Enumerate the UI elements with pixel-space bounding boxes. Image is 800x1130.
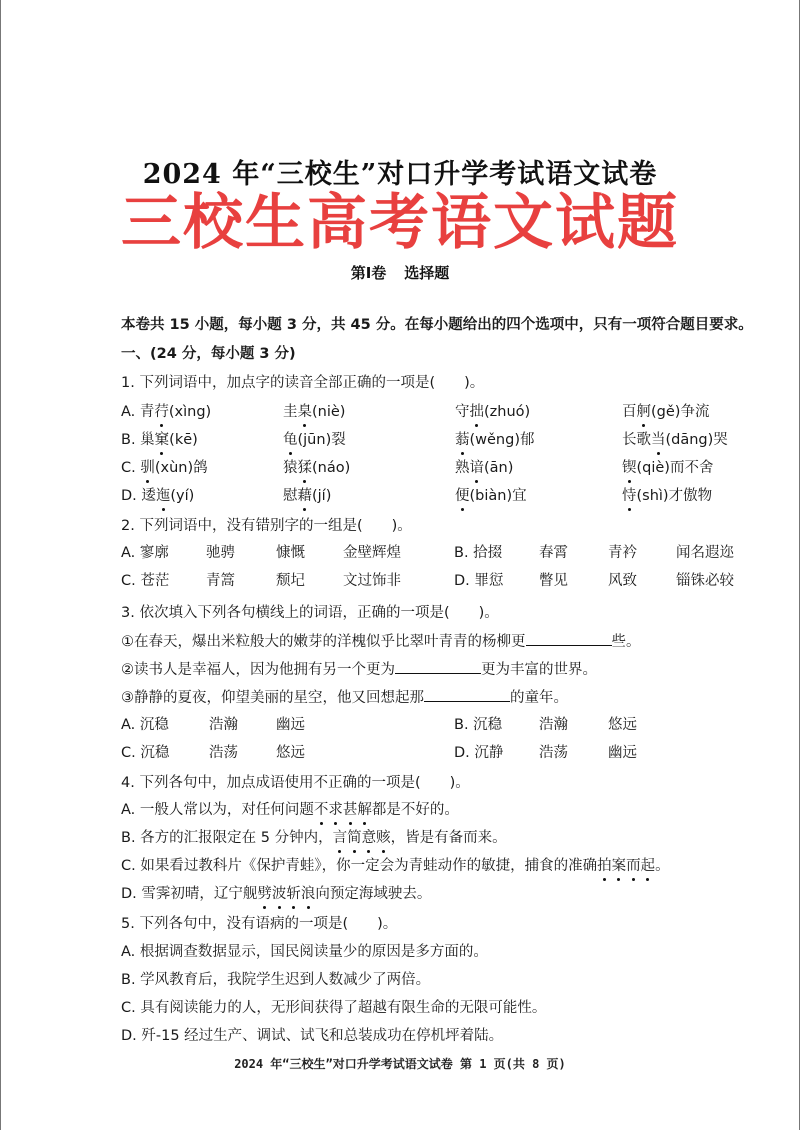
instructions: 本卷共 15 小题，每小题 3 分，共 45 分。在每小题给出的四个选项中，只有一项符合题目要求。 [121, 317, 753, 333]
emphasized-char: 简 [347, 826, 362, 847]
option-label: B. [121, 432, 141, 448]
emphasized-char: 藉 [298, 484, 313, 505]
option-item: 圭臬(niè) [283, 400, 345, 421]
option-item: 幽远 [276, 717, 305, 733]
emphasized-char: 猱 [298, 456, 313, 477]
option-sentence: B. 学风教育后，我院学生迟到人数减少了两倍。 [121, 972, 431, 988]
option-item: 守拙(zhuó) [455, 400, 530, 421]
option-row [121, 741, 791, 767]
option-sentence: B. 各方的汇报限定在 5 分钟内，言简意赅，皆是有备而来。 [121, 826, 507, 847]
emphasized-char: 不 [314, 798, 329, 819]
option-sentence: C. 如果看过教科片《保护青蛙》，你一定会为青蛙动作的敏捷，捕食的准确拍案而起。 [121, 854, 670, 875]
emphasized-char: 起 [641, 854, 656, 875]
emphasized-char: 臬 [298, 400, 313, 421]
option-sentence: A. 根据调查数据显示，国民阅读量少的原因是多方面的。 [121, 944, 488, 960]
option-item: 蓊(wěng)郁 [455, 428, 535, 449]
fill-sentence: ①在春天，爆出米粒般大的嫩芽的洋槐似乎比翠叶青青的杨柳更 些。 [121, 630, 641, 651]
section-part: 第Ⅰ卷 [350, 264, 387, 282]
emphasized-char: 便 [455, 484, 470, 505]
option-item: 熟谙(ān) [455, 456, 513, 477]
option-item: 猿猱(náo) [283, 456, 350, 477]
emphasized-char: 蓊 [455, 428, 470, 449]
option-row [121, 569, 791, 595]
emphasized-char: 甚 [343, 798, 358, 819]
answer-blank [424, 687, 510, 702]
option-item: 慷慨 [276, 545, 305, 561]
emphasized-char: 斩 [286, 882, 301, 903]
option-item: A. 青荇(xìng) [121, 400, 211, 421]
emphasized-char: 锲 [622, 456, 637, 477]
option-item: 瞥见 [539, 573, 568, 589]
emphasized-char: 舸 [637, 400, 652, 421]
answer-blank [395, 659, 481, 674]
option-item: 春霄 [539, 545, 568, 561]
emphasized-char: 意 [362, 826, 377, 847]
exam-title: 2024 年“三校生”对口升学考试语文试卷 [142, 159, 658, 190]
emphasized-char: 拙 [470, 400, 485, 421]
option-item: 百舸(gě)争流 [622, 400, 709, 421]
option-item: 锲(qiè)而不舍 [622, 456, 713, 477]
option-item: A. 寥廓 [121, 545, 169, 561]
option-item: B. 拾掇 [454, 545, 503, 561]
option-item: 青衿 [608, 545, 637, 561]
option-item: 浩瀚 [539, 717, 568, 733]
option-item: 恃(shì)才傲物 [622, 484, 712, 505]
emphasized-char: 拍 [597, 854, 612, 875]
option-item: C. 驯(xùn)鸽 [121, 456, 208, 477]
option-row [121, 428, 791, 454]
option-item: 浩荡 [539, 745, 568, 761]
option-item: 幽远 [608, 745, 637, 761]
emphasized-char: 而 [626, 854, 641, 875]
fill-sentence: ②读书人是幸福人，因为他拥有另一个更为 更为丰富的世界。 [121, 658, 597, 679]
option-item: 锱铢必较 [676, 573, 734, 589]
emphasized-char: 窠 [155, 428, 170, 449]
emphasized-char: 当 [651, 428, 666, 449]
option-item: 悠远 [276, 745, 305, 761]
option-label: D. [121, 488, 142, 504]
question-4-stem: 4. 下列各句中，加点成语使用不正确的一项是( )。 [121, 775, 470, 791]
option-item: D. 逶迤(yí) [121, 484, 194, 505]
option-sentence: A. 一般人常以为，对任何问题不求甚解都是不好的。 [121, 798, 459, 819]
question-3-stem: 3. 依次填入下列各句横线上的词语，正确的一项是( )。 [121, 605, 499, 621]
question-2-stem: 2. 下列词语中，没有错别字的一组是( )。 [121, 518, 412, 534]
emphasized-char: 劈 [257, 882, 272, 903]
banner-title: 三校生高考语文试题 [121, 188, 679, 258]
option-row [121, 456, 791, 482]
emphasized-char: 驯 [140, 456, 155, 477]
emphasized-char: 赅 [376, 826, 391, 847]
option-item: 风致 [608, 573, 637, 589]
option-item: 闻名遐迩 [676, 545, 734, 561]
option-item: D. 沉静 [454, 745, 504, 761]
option-row [121, 541, 791, 567]
option-row [121, 400, 791, 426]
emphasized-char: 恃 [622, 484, 637, 505]
option-item: C. 沉稳 [121, 745, 170, 761]
option-item: 便(biàn)宜 [455, 484, 527, 505]
option-item: 青篙 [206, 573, 235, 589]
emphasized-char: 波 [272, 882, 287, 903]
option-sentence: C. 具有阅读能力的人，无形间获得了超越有限生命的无限可能性。 [121, 1000, 547, 1016]
option-sentence: D. 雪霁初晴，辽宁舰劈波斩浪向预定海域驶去。 [121, 882, 431, 903]
option-item: 金壁辉煌 [343, 545, 401, 561]
emphasized-char: 浪 [301, 882, 316, 903]
option-item: 浩瀚 [209, 717, 238, 733]
emphasized-char: 求 [328, 798, 343, 819]
emphasized-char: 解 [357, 798, 372, 819]
emphasized-char: 谙 [470, 456, 485, 477]
option-item: 文过饰非 [343, 573, 401, 589]
fill-sentence: ③静静的夏夜，仰望美丽的星空，他又回想起那 的童年。 [121, 686, 568, 707]
option-item: 龟(jūn)裂 [283, 428, 346, 449]
answer-blank [526, 631, 612, 646]
option-row [121, 713, 791, 739]
option-item: A. 沉稳 [121, 717, 169, 733]
option-row [121, 484, 791, 510]
option-item: 浩荡 [209, 745, 238, 761]
option-item: 慰藉(jí) [283, 484, 331, 505]
option-item: 长歌当(dāng)哭 [622, 428, 728, 449]
option-item: 颓圮 [276, 573, 305, 589]
emphasized-char: 言 [333, 826, 348, 847]
option-label: C. [121, 460, 141, 476]
emphasized-char: 案 [612, 854, 627, 875]
option-label: A. [121, 404, 140, 420]
option-item: B. 沉稳 [454, 717, 503, 733]
option-item: 驰骋 [206, 545, 235, 561]
part-one-header: 一、(24 分，每小题 3 分) [121, 346, 296, 362]
section-title [0, 262, 800, 283]
question-1-stem: 1. 下列词语中，加点字的读音全部正确的一项是( )。 [121, 375, 485, 391]
emphasized-char: 迤 [156, 484, 171, 505]
page-footer: 2024 年“三校生”对口升学考试语文试卷 第 1 页(共 8 页) [234, 1057, 566, 1071]
option-item: D. 罪愆 [454, 573, 504, 589]
option-item: C. 苍茫 [121, 573, 170, 589]
section-name: 选择题 [404, 264, 450, 282]
option-item: 悠远 [608, 717, 637, 733]
option-sentence: D. 歼-15 经过生产、调试、试飞和总装成功在停机坪着陆。 [121, 1028, 504, 1044]
question-5-stem: 5. 下列各句中，没有语病的一项是( )。 [121, 916, 398, 932]
emphasized-char: 龟 [283, 428, 298, 449]
emphasized-char: 荇 [154, 400, 169, 421]
option-item: B. 巢窠(kē) [121, 428, 198, 449]
